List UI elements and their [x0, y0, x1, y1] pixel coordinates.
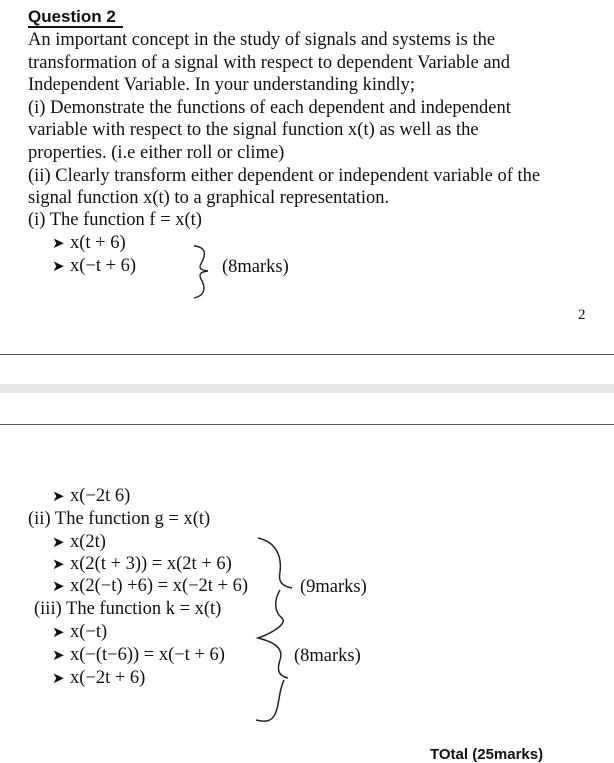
intro-line: (ii) Clearly transform either dependent or independent variable of the [28, 165, 541, 186]
question-title: Question 2 [28, 7, 116, 26]
part-ii-marks: (9marks) [300, 577, 367, 597]
list-item: ➤ x(2t) [52, 532, 106, 552]
part-ii-heading: (ii) The function g = x(t) [28, 509, 211, 529]
list-item: ➤ x(2(−t) +6) = x(−2t + 6) [52, 576, 249, 596]
arrow-bullet-icon: ➤ [52, 535, 65, 551]
arrow-bullet-icon: ➤ [52, 236, 65, 252]
list-item: ➤ x(−t) [52, 622, 108, 642]
curly-brace-icon [190, 244, 220, 300]
intro-line: Independent Variable. In your understanding kindly; [28, 75, 416, 96]
list-item: ➤ x(−t + 6) [52, 256, 137, 276]
list-item: ➤ x(t + 6) [52, 233, 126, 253]
list-item: ➤ x(−2t 6) [52, 486, 131, 506]
intro-line: signal function x(t) to a graphical representation. [28, 188, 390, 209]
intro-line: An important concept in the study of signals and systems is the [28, 30, 496, 50]
part-iii-heading: (iii) The function k = x(t) [34, 599, 222, 619]
part-iii-marks: (8marks) [294, 646, 361, 666]
intro-line: transformation of a signal with respect to dependent Variable and [28, 52, 511, 73]
list-item: ➤ x(−2t + 6) [52, 668, 146, 688]
question-intro [28, 29, 588, 210]
arrow-bullet-icon: ➤ [52, 671, 65, 687]
arrow-bullet-icon: ➤ [52, 648, 65, 664]
arrow-bullet-icon: ➤ [52, 579, 65, 595]
arrow-bullet-icon: ➤ [52, 557, 65, 573]
arrow-bullet-icon: ➤ [52, 259, 65, 275]
page-divider [0, 354, 614, 355]
large-curly-brace-icon [252, 530, 302, 725]
intro-line: (i) Demonstrate the functions of each dependent and independent [28, 97, 511, 118]
arrow-bullet-icon: ➤ [52, 489, 65, 505]
intro-line: variable with respect to the signal function x(t) as well as the [28, 120, 479, 141]
list-item: ➤ x(−(t−6)) = x(−t + 6) [52, 645, 225, 665]
page-gap [0, 384, 614, 393]
list-item: ➤ x(2(t + 3)) = x(2t + 6) [52, 554, 232, 574]
page-number: 2 [578, 307, 586, 323]
part-i-marks: (8marks) [222, 257, 289, 277]
page-divider [0, 424, 614, 425]
total-marks: TOtal (25marks) [430, 746, 544, 763]
part-i-heading: (i) The function f = x(t) [28, 210, 202, 230]
intro-line: properties. (i.e either roll or clime) [28, 142, 285, 163]
arrow-bullet-icon: ➤ [52, 625, 65, 641]
title-underline [28, 26, 123, 28]
